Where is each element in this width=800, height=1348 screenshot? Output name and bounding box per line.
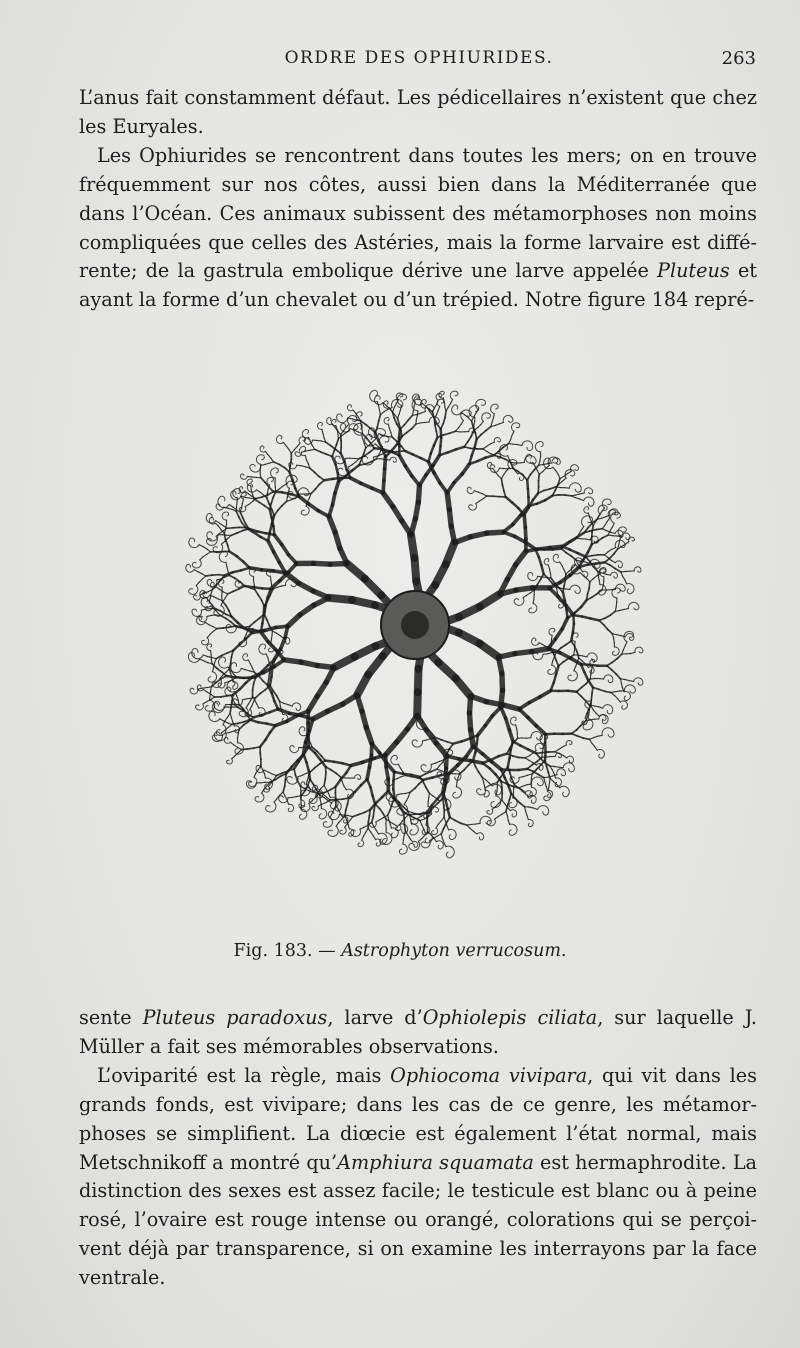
paragraph [79,84,757,142]
mouth-center [401,611,429,639]
page-header [82,44,756,74]
text-run: et ayant la forme d’un chevalet ou d’un trépied. Notre figure 184 repré- [79,259,758,312]
text-run: L’anus fait constamment défaut. Les pédicellaires n’existent que chez les Euryales. [79,86,757,138]
italic-term: Ophiolepis ciliata [422,1006,598,1029]
basket-star-engraving [120,340,710,930]
italic-term: Pluteus [657,259,730,283]
text-run: est hermaphrodite. La distinction des sexes est assez facile; le testicule est blanc ou à peine rosé, l’ovaire est rouge intense ou orangé, colorations qui se perçoivent déjà par transparence, si on examine les interrayons par la face ventrale. [79,1150,758,1290]
figure-caption [0,941,800,961]
caption-dash: — [312,941,342,961]
text-run: L’oviparité est la règle, mais [97,1063,391,1087]
paragraph [79,1004,757,1062]
figure-title: Astrophyton verrucosum. [341,941,567,961]
text-run: , qui vit dans les grands fonds, est vivipare; dans les cas de ce genre, les métamorphoses se simplifient. La diœcie est également l’état normal, mais Metschnikoff a montré qu’ [79,1063,757,1174]
page-number: 263 [721,48,756,69]
text-run: Les Ophiurides se rencontrent dans toutes les mers; on en trouve fréquemment sur nos côtes, aussi bien dans la Méditerranée que dans l’Océan. Ces animaux subissent des métamorphoses non moins compliquées que celles des Astéries, mais la forme larvaire est différente; de la gastrula embolique dérive une larve appelée [79,143,757,283]
paragraph [79,142,757,315]
body-text-bottom [79,1004,757,1293]
paragraph [79,1062,757,1293]
italic-term: Ophiocoma vivipara [390,1063,588,1087]
figure-number: Fig. 183. [233,941,313,961]
text-run: , larve d’ [327,1006,423,1029]
italic-term: Pluteus paradoxus [142,1006,328,1029]
running-title: ORDRE DES OPHIURIDES. [284,48,554,68]
text-run: , sur laquelle J. Müller a fait ses mémorables observations. [79,1006,758,1058]
body-text-top [79,84,757,315]
figure-astrophyton-illustration [120,340,710,930]
text-run: sente [79,1006,143,1029]
italic-term: Amphiura squamata [337,1150,534,1174]
